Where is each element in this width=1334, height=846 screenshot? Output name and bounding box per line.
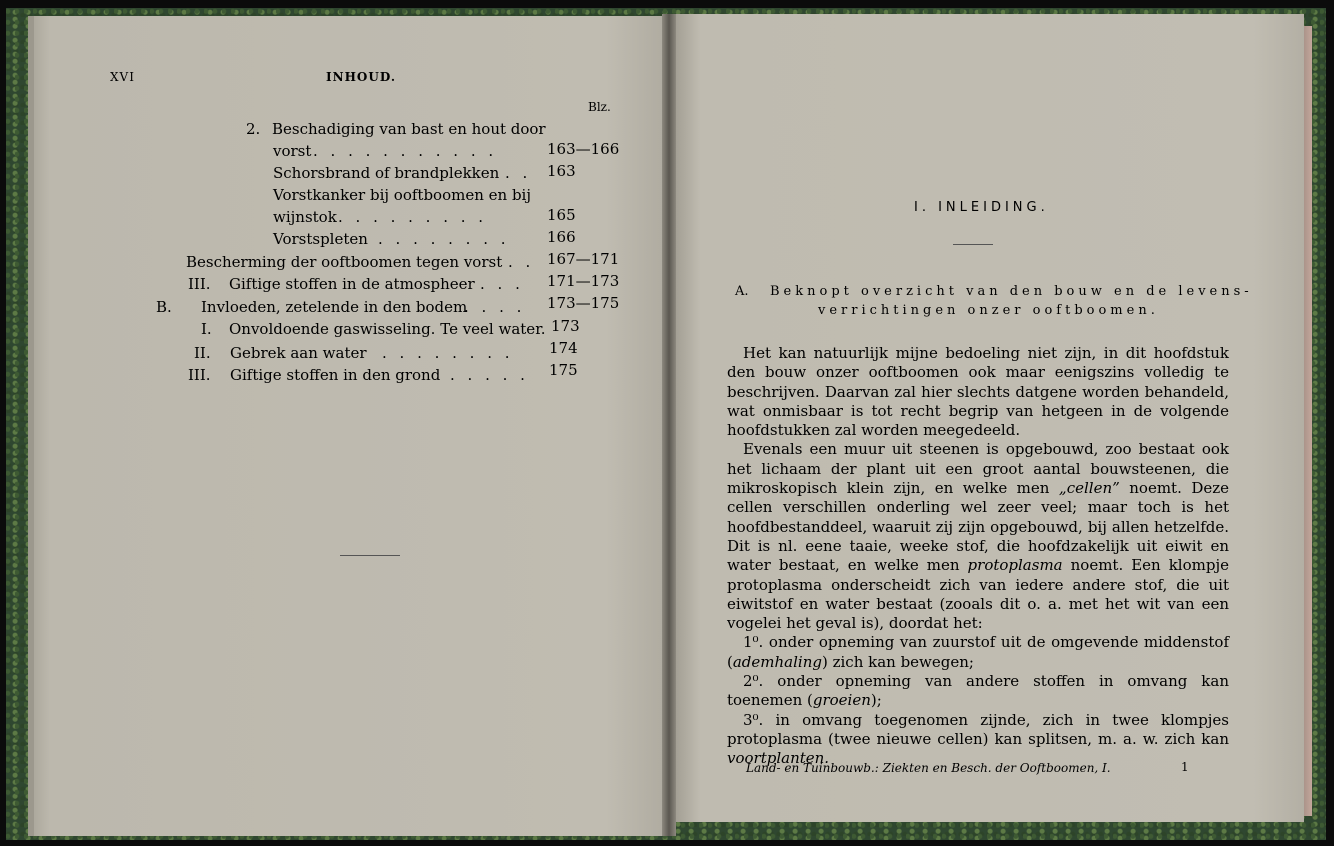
list-item: 2⁰. onder opneming van andere stoffen in omvang kan toenemen (groeien); xyxy=(727,672,1229,710)
left-page xyxy=(28,16,670,836)
toc-pages: 167—171 xyxy=(547,250,620,268)
toc-num: 2. xyxy=(246,120,261,138)
toc-pages: 165 xyxy=(547,206,576,224)
body-text xyxy=(727,344,1229,769)
toc-text: Giftige stoffen in de atmospheer xyxy=(229,275,475,293)
paragraph: Evenals een muur uit steenen is opgebouwd, zoo bestaat ook het lichaam der plant uit een groot aantal bouwsteenen, die mikroskopisch klein zijn, en welke men „cellen” noemt. Deze cellen verschillen onderling wel zeer veel; maar toch is het hoofdbestanddeel, waaruit zij zijn opgebouwd, bij allen hetzelfde. Dit is nl. eene taaie, weeke stof, die hoofdzakelijk uit eiwit en water bestaat, en welke men protoplasma noemt. Een klompje protoplasma onderscheidt zich van iedere andere stof, die uit eiwitstof en water bestaat (zooals dit o. a. met het wit van een vogelei het geval is), doordat het: xyxy=(727,440,1229,633)
list-item: 1⁰. onder opneming van zuurstof uit de omgevende middenstof (ademhaling) zich kan bewegen; xyxy=(727,633,1229,671)
toc-leader: . . xyxy=(508,253,535,271)
toc-num: III. xyxy=(188,366,211,384)
toc-leader: . . . . . . . . xyxy=(382,344,514,362)
page-number: 1 xyxy=(1181,760,1189,774)
list-item: 3⁰. in omvang toegenomen zijnde, zich in twee klompjes protoplasma (twee nieuwe cellen) kan splitsen, m. a. w. zich kan voortplanten. xyxy=(727,710,1229,768)
toc-text: Onvoldoende gaswisseling. Te veel water. xyxy=(229,320,546,338)
toc-pages: 175 xyxy=(549,361,578,379)
toc-leader: . . . xyxy=(480,275,524,293)
toc-pages: 171—173 xyxy=(547,272,620,290)
toc-num: B. xyxy=(156,298,172,316)
toc-leader: . . xyxy=(505,164,532,182)
toc-text: Beschadiging van bast en hout door xyxy=(272,120,546,138)
column-label: Blz. xyxy=(588,100,611,114)
toc-pages: 174 xyxy=(549,339,578,357)
toc-leader: . . . . . xyxy=(450,366,529,384)
toc-text: Schorsbrand of brandplekken xyxy=(273,164,500,182)
book-gutter xyxy=(662,14,676,836)
chapter-rule xyxy=(953,244,993,245)
page-footer: Land- en Tuinbouwb.: Ziekten en Besch. der Ooftboomen, I. xyxy=(746,761,1111,775)
toc-num: I. xyxy=(201,320,212,338)
toc-leader: . . . . . . . . xyxy=(378,230,510,248)
toc-num: III. xyxy=(188,275,211,293)
toc-leader: . . . . . . . . . xyxy=(338,208,488,226)
toc-text: Vorstspleten xyxy=(273,230,368,248)
page-header-title: INHOUD. xyxy=(326,70,396,84)
toc-pages: 163 xyxy=(547,162,576,180)
chapter-title: I. INLEIDING. xyxy=(914,200,1049,215)
toc-text: Vorstkanker bij ooftboomen en bij xyxy=(273,186,531,204)
toc-leader: . . . . . . . . . . . xyxy=(313,142,498,160)
paragraph: Het kan natuurlijk mijne bedoeling niet zijn, in dit hoofdstuk den bouw onzer ooftboomen ook maar eenigszins volledig te beschrijven. Daarvan zal hier slechts datgene worden behandeld, wat onmisbaar is tot recht begrip van hetgeen in de volgende hoofdstukken zal worden meegedeeld. xyxy=(727,344,1229,440)
toc-text: vorst xyxy=(273,142,312,160)
toc-pages: 173—175 xyxy=(547,294,620,312)
section-title-line1: Beknopt overzicht van den bouw en de levens- xyxy=(770,284,1253,299)
toc-text: Invloeden, zetelende in den bodem xyxy=(201,298,468,316)
toc-num: II. xyxy=(194,344,211,362)
end-rule xyxy=(340,555,400,556)
page-numeral: XVI xyxy=(110,70,135,84)
toc-leader: . . . . xyxy=(464,298,526,316)
section-label: A. xyxy=(735,284,749,299)
toc-pages: 173 xyxy=(551,317,580,335)
toc-text: Giftige stoffen in den grond xyxy=(230,366,441,384)
toc-pages: 163—166 xyxy=(547,140,620,158)
toc-text: wijnstok xyxy=(273,208,337,226)
toc-text: Bescherming der ooftboomen tegen vorst xyxy=(186,253,503,271)
section-title-line2: verrichtingen onzer ooftboomen. xyxy=(818,303,1159,318)
toc-pages: 166 xyxy=(547,228,576,246)
toc-text: Gebrek aan water xyxy=(230,344,367,362)
